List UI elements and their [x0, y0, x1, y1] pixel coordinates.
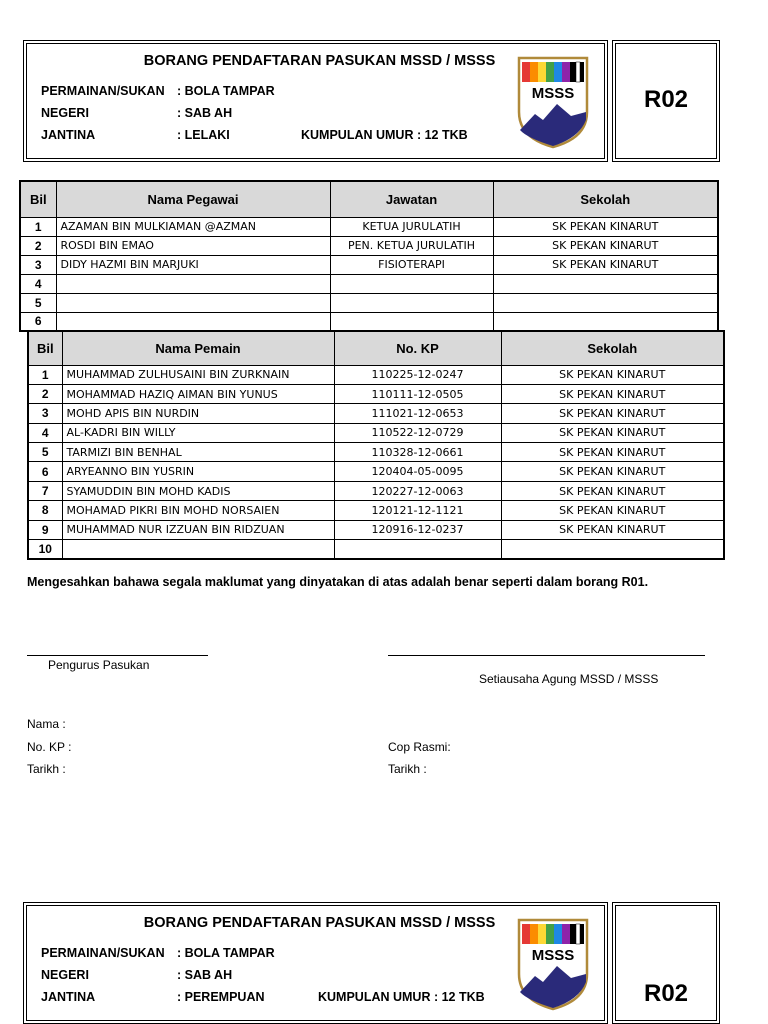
- cell-sekolah: [493, 312, 718, 331]
- cell-no-kp: 110225-12-0247: [334, 365, 501, 384]
- gender-label: JANTINA: [41, 990, 96, 1004]
- cell-bil: 9: [28, 520, 62, 539]
- game-label: PERMAINAN/SUKAN: [41, 84, 165, 98]
- col-header-bil: Bil: [20, 181, 56, 217]
- age-group-value: 12 TKB: [441, 990, 485, 1004]
- game-value: : BOLA TAMPAR: [177, 84, 275, 98]
- game-value: : BOLA TAMPAR: [177, 946, 275, 960]
- id-field-label: No. KP :: [27, 740, 72, 754]
- cell-no-kp: 111021-12-0653: [334, 404, 501, 423]
- cell-nama-pegawai: ROSDI BIN EMAO: [56, 236, 330, 255]
- table-row: [20, 274, 718, 293]
- table-row: [20, 255, 718, 274]
- game-label: PERMAINAN/SUKAN: [41, 946, 165, 960]
- cell-jawatan: FISIOTERAPI: [330, 255, 493, 274]
- cell-bil: 2: [28, 384, 62, 403]
- col-header-sekolah: Sekolah: [493, 181, 718, 217]
- table-row: [28, 365, 724, 384]
- cell-bil: 4: [28, 423, 62, 442]
- cell-bil: 1: [20, 217, 56, 236]
- state-value: : SAB AH: [177, 106, 233, 120]
- cell-nama-pemain: MOHAMAD PIKRI BIN MOHD NORSAIEN: [62, 501, 334, 520]
- gender-value: : LELAKI: [177, 128, 230, 142]
- table-row: [28, 481, 724, 500]
- table-row: [28, 443, 724, 462]
- cell-bil: 5: [20, 293, 56, 312]
- logo-text: MSSS: [531, 947, 575, 964]
- cell-bil: 6: [28, 462, 62, 481]
- cell-no-kp: 120916-12-0237: [334, 520, 501, 539]
- cell-sekolah: SK PEKAN KINARUT: [501, 443, 724, 462]
- form-title: BORANG PENDAFTARAN PASUKAN MSSD / MSSS: [143, 53, 496, 69]
- secretary-label: Setiausaha Agung MSSD / MSSS: [479, 672, 659, 686]
- cell-no-kp: 110522-12-0729: [334, 423, 501, 442]
- gender-value: : PEREMPUAN: [177, 990, 265, 1004]
- cell-jawatan: [330, 293, 493, 312]
- cell-sekolah: SK PEKAN KINARUT: [493, 217, 718, 236]
- cell-no-kp: 120227-12-0063: [334, 481, 501, 500]
- form-code: R02: [643, 980, 689, 1007]
- msss-logo-icon: [515, 916, 591, 1012]
- secretary-signature-line: [388, 655, 705, 656]
- cell-sekolah: SK PEKAN KINARUT: [501, 423, 724, 442]
- cell-bil: 3: [28, 404, 62, 423]
- gender-label: JANTINA: [41, 128, 96, 142]
- form-code-box-top: [612, 40, 720, 162]
- name-field-label: Nama :: [27, 717, 66, 731]
- cell-sekolah: SK PEKAN KINARUT: [501, 384, 724, 403]
- cell-nama-pemain: SYAMUDDIN BIN MOHD KADIS: [62, 481, 334, 500]
- cell-bil: 8: [28, 501, 62, 520]
- age-group: [318, 990, 485, 1004]
- date-field-label-right: Tarikh :: [388, 762, 427, 776]
- age-group-value: 12 TKB: [424, 128, 468, 142]
- state-label: NEGERI: [41, 968, 89, 982]
- cell-no-kp: 110328-12-0661: [334, 443, 501, 462]
- cell-jawatan: [330, 312, 493, 331]
- cell-bil: 10: [28, 540, 62, 559]
- cell-nama-pegawai: DIDY HAZMI BIN MARJUKI: [56, 255, 330, 274]
- table-row: [28, 384, 724, 403]
- col-header-jawatan: Jawatan: [330, 181, 493, 217]
- table-row: [28, 501, 724, 520]
- cell-nama-pemain: AL-KADRI BIN WILLY: [62, 423, 334, 442]
- players-header-row: [28, 331, 724, 365]
- cell-sekolah: SK PEKAN KINARUT: [493, 236, 718, 255]
- col-header-nama-pegawai: Nama Pegawai: [56, 181, 330, 217]
- officials-table: [19, 180, 719, 332]
- table-row: [28, 462, 724, 481]
- declaration-text: Mengesahkan bahawa segala maklumat yang dinyatakan di atas adalah benar seperti dalam borang R01.: [27, 575, 649, 589]
- cell-nama-pegawai: [56, 293, 330, 312]
- table-row: [20, 293, 718, 312]
- cell-nama-pemain: [62, 540, 334, 559]
- cell-bil: 3: [20, 255, 56, 274]
- cell-nama-pemain: TARMIZI BIN BENHAL: [62, 443, 334, 462]
- players-table: [27, 330, 725, 560]
- cell-no-kp: 120121-12-1121: [334, 501, 501, 520]
- cell-bil: 1: [28, 365, 62, 384]
- table-row: [28, 423, 724, 442]
- msss-logo-icon: [515, 54, 591, 150]
- state-label: NEGERI: [41, 106, 89, 120]
- table-row: [20, 236, 718, 255]
- cell-nama-pegawai: AZAMAN BIN MULKIAMAN @AZMAN: [56, 217, 330, 236]
- cell-sekolah: SK PEKAN KINARUT: [501, 404, 724, 423]
- cell-sekolah: SK PEKAN KINARUT: [501, 501, 724, 520]
- age-group: [301, 128, 468, 142]
- cell-sekolah: SK PEKAN KINARUT: [501, 365, 724, 384]
- cell-sekolah: SK PEKAN KINARUT: [501, 481, 724, 500]
- cell-bil: 6: [20, 312, 56, 331]
- table-row: [28, 540, 724, 559]
- cell-nama-pemain: ARYEANNO BIN YUSRIN: [62, 462, 334, 481]
- cell-sekolah: SK PEKAN KINARUT: [493, 255, 718, 274]
- table-row: [20, 217, 718, 236]
- cell-sekolah: SK PEKAN KINARUT: [501, 520, 724, 539]
- cell-jawatan: PEN. KETUA JURULATIH: [330, 236, 493, 255]
- cell-no-kp: [334, 540, 501, 559]
- cell-bil: 7: [28, 481, 62, 500]
- cell-nama-pegawai: [56, 274, 330, 293]
- col-header-bil: Bil: [28, 331, 62, 365]
- cell-sekolah: [493, 293, 718, 312]
- cell-sekolah: [501, 540, 724, 559]
- form-header-top: [23, 40, 608, 162]
- state-value: : SAB AH: [177, 968, 233, 982]
- cell-nama-pemain: MOHAMMAD HAZIQ AIMAN BIN YUNUS: [62, 384, 334, 403]
- cell-sekolah: SK PEKAN KINARUT: [501, 462, 724, 481]
- cell-nama-pemain: MUHAMMAD NUR IZZUAN BIN RIDZUAN: [62, 520, 334, 539]
- form-code: R02: [643, 86, 689, 113]
- col-header-sekolah: Sekolah: [501, 331, 724, 365]
- manager-signature-line: [27, 655, 208, 656]
- col-header-no-kp: No. KP: [334, 331, 501, 365]
- table-row: [20, 312, 718, 331]
- cell-nama-pemain: MUHAMMAD ZULHUSAINI BIN ZURKNAIN: [62, 365, 334, 384]
- cell-no-kp: 110111-12-0505: [334, 384, 501, 403]
- cell-bil: 4: [20, 274, 56, 293]
- cell-bil: 5: [28, 443, 62, 462]
- officials-header-row: [20, 181, 718, 217]
- form-header-bottom: [23, 902, 608, 1024]
- col-header-nama-pemain: Nama Pemain: [62, 331, 334, 365]
- cell-nama-pemain: MOHD APIS BIN NURDIN: [62, 404, 334, 423]
- table-row: [28, 520, 724, 539]
- cell-no-kp: 120404-05-0095: [334, 462, 501, 481]
- cell-jawatan: KETUA JURULATIH: [330, 217, 493, 236]
- cell-jawatan: [330, 274, 493, 293]
- cell-sekolah: [493, 274, 718, 293]
- manager-label: Pengurus Pasukan: [48, 658, 150, 672]
- cell-bil: 2: [20, 236, 56, 255]
- table-row: [28, 404, 724, 423]
- form-code-box-bottom: [612, 902, 720, 1024]
- age-group-label: KUMPULAN UMUR :: [301, 128, 422, 142]
- cell-nama-pegawai: [56, 312, 330, 331]
- date-field-label-left: Tarikh :: [27, 762, 66, 776]
- form-title: BORANG PENDAFTARAN PASUKAN MSSD / MSSS: [143, 915, 496, 931]
- age-group-label: KUMPULAN UMUR :: [318, 990, 439, 1004]
- official-stamp-label: Cop Rasmi:: [388, 740, 451, 754]
- logo-text: MSSS: [531, 85, 575, 102]
